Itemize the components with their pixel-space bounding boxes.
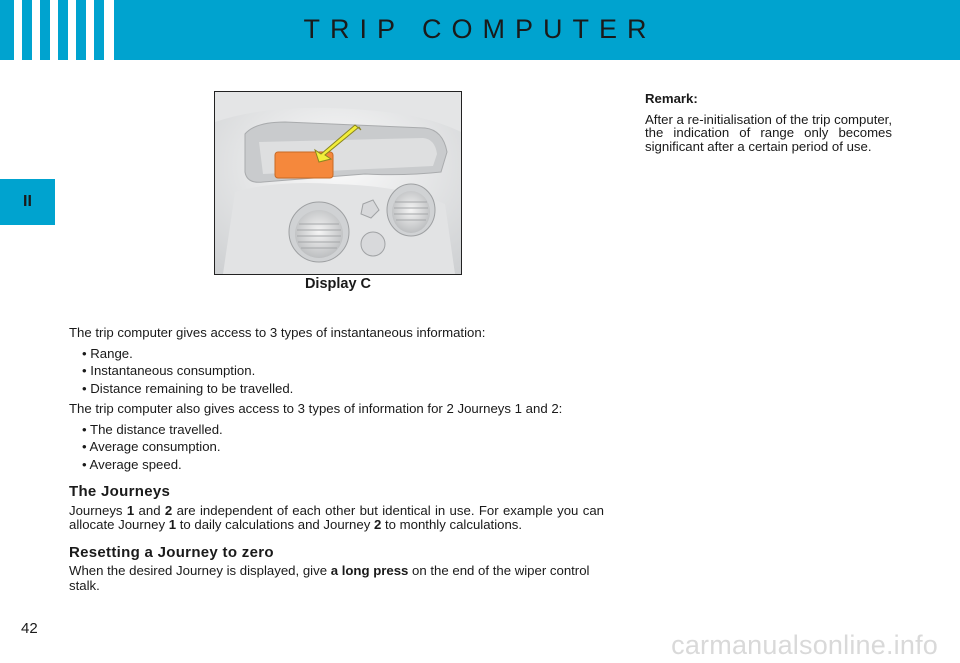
list-item: • Average speed. bbox=[82, 456, 182, 472]
remark-title: Remark: bbox=[645, 91, 698, 106]
list-item: • The distance travelled. bbox=[82, 421, 223, 437]
list-item: • Average consumption. bbox=[82, 439, 221, 454]
header-title: TRIP COMPUTER bbox=[303, 14, 657, 44]
instantaneous-info-list bbox=[69, 347, 604, 397]
remark-body: After a re-initialisation of the trip computer, the indication of range only becomes significant after a certain period of use. bbox=[645, 111, 893, 154]
remark-box bbox=[645, 92, 892, 153]
reset-paragraph: When the desired Journey is displayed, give a long press on the end of the wiper control stalk. bbox=[69, 563, 590, 593]
page-number: 42 bbox=[21, 620, 38, 637]
journeys-paragraph: Journeys 1 and 2 are independent of each other but identical in use. For example you can allocate Journey 1 to daily calculations and Journey 2 to monthly calculations. bbox=[69, 502, 604, 532]
dashboard-illustration bbox=[214, 91, 462, 275]
journeys-heading: The Journeys bbox=[69, 483, 171, 500]
watermark: carmanualsonline.info bbox=[671, 630, 938, 660]
chapter-tab: II bbox=[0, 179, 55, 225]
reset-heading: Resetting a Journey to zero bbox=[69, 543, 274, 561]
journey-info-list bbox=[69, 423, 604, 473]
page-header bbox=[0, 0, 960, 60]
figure-caption: Display C bbox=[304, 276, 372, 292]
list-item: • Instantaneous consumption. bbox=[82, 363, 256, 378]
main-text-column bbox=[69, 326, 604, 599]
intro-paragraph-2: The trip computer also gives access to 3 types of information for 2 Journeys 1 and 2: bbox=[69, 401, 563, 416]
intro-paragraph-1: The trip computer gives access to 3 types of instantaneous information: bbox=[69, 325, 486, 340]
list-item: • Range. bbox=[82, 345, 133, 361]
list-item: • Distance remaining to be travelled. bbox=[82, 380, 294, 396]
